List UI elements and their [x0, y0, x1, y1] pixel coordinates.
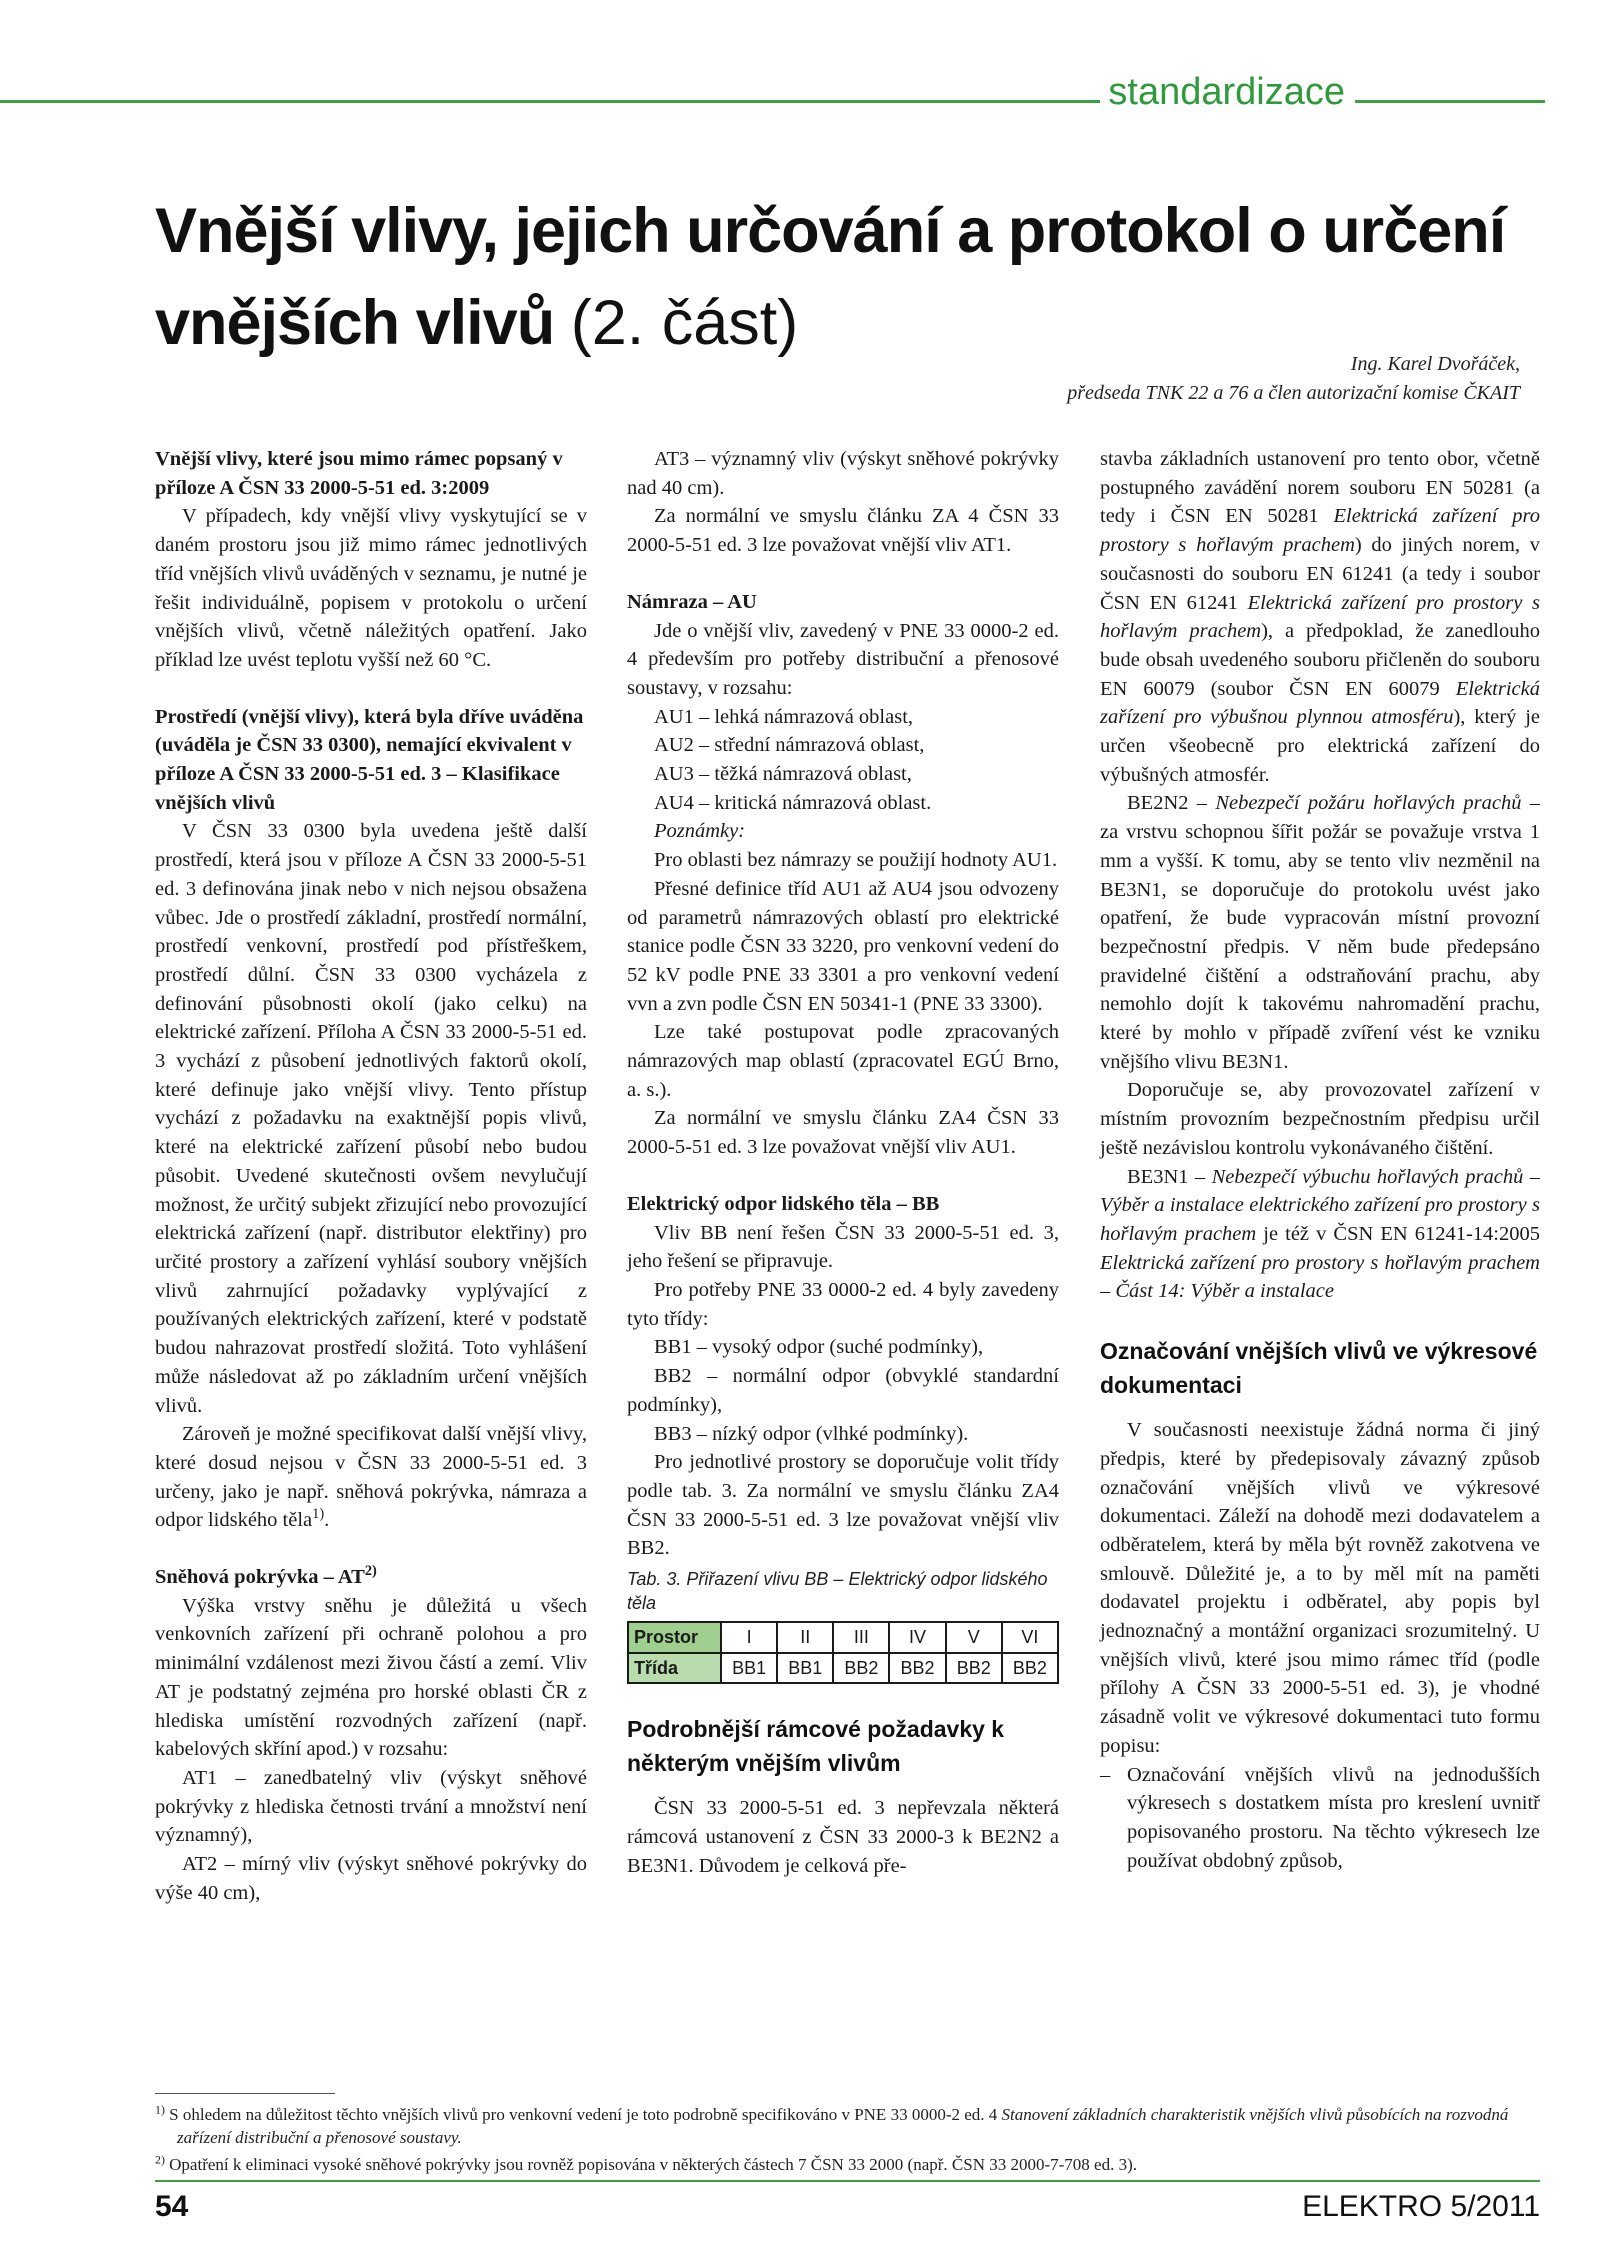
footnotes	[155, 2103, 1540, 2180]
byline	[1067, 350, 1520, 408]
list-item: AU2 – střední námrazová oblast,	[654, 734, 925, 757]
list-item: AU1 – lehká námrazová oblast,	[654, 705, 914, 728]
column-2	[627, 445, 1059, 1881]
heading-icing: Námraza – AU	[627, 590, 757, 613]
heading-beyond-annex: Vnější vlivy, které jsou mimo rámec popsaný v příloze A ČSN 33 2000-5-51 ed. 3:2009	[155, 448, 563, 499]
table-cell: BB1	[777, 1653, 833, 1684]
table-row-header: Třída	[628, 1653, 721, 1684]
heading-snow-cover: Sněhová pokrývka – AT$^{2)}$	[155, 1563, 377, 1589]
paragraph: Výška vrstvy sněhu je důležitá u všech venkovních zařízení při ochraně polohou a pro minimální vzdálenost mezi živou částí a zemí. Vliv AT je podstatný zejména pro horské oblasti ČR z hlediska umístění rozvodných zařízení (např. kabelových skříní apod.) v rozsahu:	[155, 1594, 587, 1761]
footnote-ref: 2)	[364, 1563, 377, 1580]
paragraph: BE2N2 – Nebezpečí požáru hořlavých prachů – za vrstvu schopnou šířit požár se považuje vrstva 1 mm a vyšší. K tomu, aby se tento vliv nezměnil na BE3N1, se doporučuje do protokolu uvést jako opatření, že bude vypracován místní provozní bezpečnostní předpis. V něm bude předepsáno pravidelné čištění a odstraňování prachu, aby nemohlo dojít k takovému nahromadění prachu, které by mohlo v případě zvíření vést ke vzniku vnějšího vlivu BE3N1.	[1100, 792, 1541, 1073]
section-label: standardizace	[1100, 72, 1355, 112]
table-cell: VI	[1002, 1622, 1058, 1653]
footnote-rule	[155, 2093, 335, 2094]
table-caption: Tab. 3. Přiřazení vlivu BB – Elektrický odpor lidského těla	[627, 1569, 1048, 1614]
list-item: AU4 – kritická námrazová oblast.	[654, 791, 932, 814]
table-row-header: Prostor	[628, 1622, 721, 1653]
table-cell: BB2	[1002, 1653, 1058, 1684]
list-item: AT1 – zanedbatelný vliv (výskyt sněhové pokrývky z hlediska četnosti trvání a množství není významný),	[155, 1766, 587, 1847]
author-name: Ing. Karel Dvořáček,	[1350, 353, 1520, 375]
list-item: AU3 – těžká námrazová oblast,	[654, 763, 912, 786]
list-item: – Označování vnějších vlivů na jednodušších výkresech s dostatkem místa pro kreslení uvnitř popisovaného prostoru. Na těchto výkresech lze používat obdobný způsob,	[1100, 1761, 1540, 1876]
list-item: BB2 – normální odpor (obvyklé standardní podmínky),	[627, 1365, 1059, 1416]
table-cell: I	[721, 1622, 777, 1653]
title-part: (2. část)	[570, 288, 799, 358]
list-item: AT2 – mírný vliv (výskyt sněhové pokrývky do výše 40 cm),	[155, 1853, 587, 1904]
paragraph: Lze také postupovat podle zpracovaných námrazových map oblastí (zpracovatel EGÚ Brno, a. s.).	[627, 1021, 1059, 1101]
table-row	[628, 1622, 1058, 1653]
table-cell: BB2	[889, 1653, 945, 1684]
paragraph: Za normální ve smyslu článku ZA 4 ČSN 33 2000-5-51 ed. 3 lze považovat vnější vliv AT1.	[627, 505, 1059, 557]
paragraph: Přesné definice tříd AU1 až AU4 jsou odvozeny od parametrů námrazových oblastí pro elektrické stanice podle ČSN 33 3220, pro venkovní vedení do 52 kV podle PNE 33 3301 a pro venkovní vedení vvn a zvn podle ČSN EN 50341-1 (PNE 33 3300).	[627, 877, 1059, 1015]
paragraph: V současnosti neexistuje žádná norma či jiný předpis, které by předepisovaly závazný způsob označování vnějších vlivů ve výkresové dokumentaci. Záleží na dohodě mezi dodavatelem a odběratelem, která by měla být rovněž zakotvena ve smlouvě. Důležité je, a to by měl mít na paměti dodavatel projektu i odběratel, aby popis byl jednoznačný a montážní organizaci srozumitelný. U vnějších vlivů, které jsou mimo rámec tříd (podle přílohy A ČSN 33 2000-5-51 ed. 3), je vhodné zásadně volit ve výkresové dokumentaci tuto formu popisu:	[1100, 1419, 1540, 1757]
table-cell: BB2	[946, 1653, 1002, 1684]
page-number: 54	[155, 2190, 189, 2223]
title-main: Vnější vlivy, jejich určování a protokol o určení vnějších vlivů	[155, 196, 1506, 358]
paragraph: Pro oblasti bez námrazy se použijí hodnoty AU1.	[654, 849, 1058, 872]
paragraph: Pro jednotlivé prostory se doporučuje volit třídy podle tab. 3. Za normální ve smyslu článku ZA4 ČSN 33 2000-5-51 ed. 3 lze považovat vnější vliv BB2.	[627, 1451, 1059, 1560]
paragraph: Pro potřeby PNE 33 0000-2 ed. 4 byly zavedeny tyto třídy:	[627, 1278, 1059, 1330]
paragraph: V ČSN 33 0300 byla uvedena ještě další prostředí, která jsou v příloze A ČSN 33 2000-5-51 ed. 3 definována jinak nebo v nich nejsou obsažena vůbec. Jde o prostředí základní, prostředí normální, prostředí venkovní, prostředí pod přístřeškem, prostředí důlní. ČSN 33 0300 vycházela z definování působnosti okolí (jako celku) na elektrické zařízení. Příloha A ČSN 33 2000-5-51 ed. 3 vychází z působení jednotlivých faktorů okolí, které definuje jako vnější vlivy. Tento přístup vychází z požadavku na exaktnější popis vlivů, které na elektrické zařízení působí nebo budou působit. Uvedené skutečnosti ovšem nevylučují možnost, že určitý subjekt zřizující nebo provozující elektrická zařízení (např. distributor elektřiny) pro určité prostory a zařízení vyhlásí soubory vnějších vlivů zahrnující požadavky vyplývající z používaných elektrických zařízení, které v podstatě budou nahrazovat prostředí složitá. Toto vyhlášení může následovat až po základním určení vnějších vlivů.	[155, 820, 587, 1417]
paragraph: Doporučuje se, aby provozovatel zařízení v místním provozním bezpečnostním předpisu určil ještě nezávislou kontrolu vykonávaného čištění.	[1100, 1079, 1540, 1159]
table-cell: V	[946, 1622, 1002, 1653]
paragraph: ČSN 33 2000-5-51 ed. 3 nepřevzala některá rámcová ustanovení z ČSN 33 2000-3 k BE2N2 a BE3N1. Důvodem je celková pře-	[627, 1797, 1059, 1877]
footnote-ref: 1)	[312, 1506, 325, 1523]
dash-bullet: –	[1100, 1763, 1111, 1786]
table-cell: BB1	[721, 1653, 777, 1684]
paragraph: V případech, kdy vnější vlivy vyskytující se v daném prostoru jsou již mimo rámec jednotlivých tříd vnějších vlivů uváděných v seznamu, je nutné je řešit individuálně, popisem v protokolu o určení vnějších vlivů, včetně náležitých opatření. Jako příklad lze uvést teplotu vyšší než 60 °C.	[155, 505, 587, 671]
table-bb-assignment	[627, 1621, 1059, 1684]
paragraph: Vliv BB není řešen ČSN 33 2000-5-51 ed. 3, jeho řešení se připravuje.	[627, 1221, 1059, 1273]
table-row	[628, 1653, 1058, 1684]
journal-issue: ELEKTRO 5/2011	[1302, 2190, 1540, 2223]
paragraph: Jde o vnější vliv, zavedený v PNE 33 0000-2 ed. 4 především pro potřeby distribuční a přenosové soustavy, v rozsahu:	[627, 619, 1059, 699]
paragraph: stavba základních ustanovení pro tento obor, včetně postupného zavádění norem souboru EN 50281 (a tedy i ČSN EN 50281 Elektrická zařízení pro prostory s hořlavým prachem) do jiných norem, v současnosti do souboru EN 61241 (a tedy i soubor ČSN EN 61241 Elektrická zařízení pro prostory s hořlavým prachem), a předpoklad, že zanedlouho bude obsah uvedeného souboru přičleněn do souboru EN 60079 (soubor ČSN EN 60079 Elektrická zařízení pro výbušnou plynnou atmosféru), který je určen všeobecně pro elektrická zařízení do výbušných atmosfér.	[1100, 448, 1540, 786]
table-cell: BB2	[833, 1653, 889, 1684]
heading-former-environments: Prostředí (vnější vlivy), která byla dříve uváděna (uváděla je ČSN 33 0300), nemající ekvivalent v příloze A ČSN 33 2000-5-51 ed. 3 – Klasifikace vnějších vlivů	[155, 705, 584, 814]
list-item: BB1 – vysoký odpor (suché podmínky),	[654, 1336, 984, 1359]
table-cell: III	[833, 1622, 889, 1653]
list-item: AT3 – významný vliv (výskyt sněhové pokrývky nad 40 cm).	[627, 448, 1059, 499]
paragraph: BE3N1 – Nebezpečí výbuchu hořlavých prachů – Výběr a instalace elektrického zařízení pro prostory s hořlavým prachem je též v ČSN EN 61241-14:2005 Elektrická zařízení pro prostory s hořlavým prachem – Část 14: Výběr a instalace	[1100, 1165, 1541, 1303]
author-role: předseda TNK 22 a 76 a člen autorizační komise ČKAIT	[1067, 382, 1520, 404]
heading-marking-drawings: Označování vnějších vlivů ve výkresové dokumentaci	[1100, 1338, 1538, 1399]
heading-framework-requirements: Podrobnější rámcové požadavky k některým vnějším vlivům	[627, 1716, 1005, 1777]
paragraph: Zároveň je možné specifikovat další vnější vlivy, které dosud nejsou v ČSN 33 2000-5-51 ed. 3 určeny, jako je např. sněhová pokrývka, námraza a odpor lidského těla$^{1)}$.	[155, 1423, 587, 1532]
footnote: $^{2)}$ Opatření k eliminaci vysoké sněhové pokrývky jsou rovněž popisována v některých částech 7 ČSN 33 2000 (např. ČSN 33 2000-7-708 ed. 3).	[155, 2152, 1138, 2174]
table-cell: II	[777, 1622, 833, 1653]
paragraph: Za normální ve smyslu článku ZA4 ČSN 33 2000-5-51 ed. 3 lze považovat vnější vliv AU1.	[627, 1107, 1059, 1159]
footnote: $^{1)}$ S ohledem na důležitost těchto vnějších vlivů pro venkovní vedení je toto podrobně specifikováno v PNE 33 0000-2 ed. 4 Stanovení základních charakteristik vnějších vlivů působících na rozvodná zařízení distribuční a přenosové soustavy.	[155, 2102, 1509, 2147]
section-header	[0, 72, 1545, 112]
column-1	[155, 445, 587, 1907]
list-item: BB3 – nízký odpor (vlhké podmínky).	[654, 1422, 969, 1445]
heading-body-resistance: Elektrický odpor lidského těla – BB	[627, 1192, 940, 1215]
article-title	[155, 185, 1545, 369]
column-3	[1100, 445, 1540, 1875]
footer-rule	[155, 2180, 1540, 2182]
notes-label: Poznámky:	[654, 820, 746, 843]
table-cell: IV	[889, 1622, 945, 1653]
